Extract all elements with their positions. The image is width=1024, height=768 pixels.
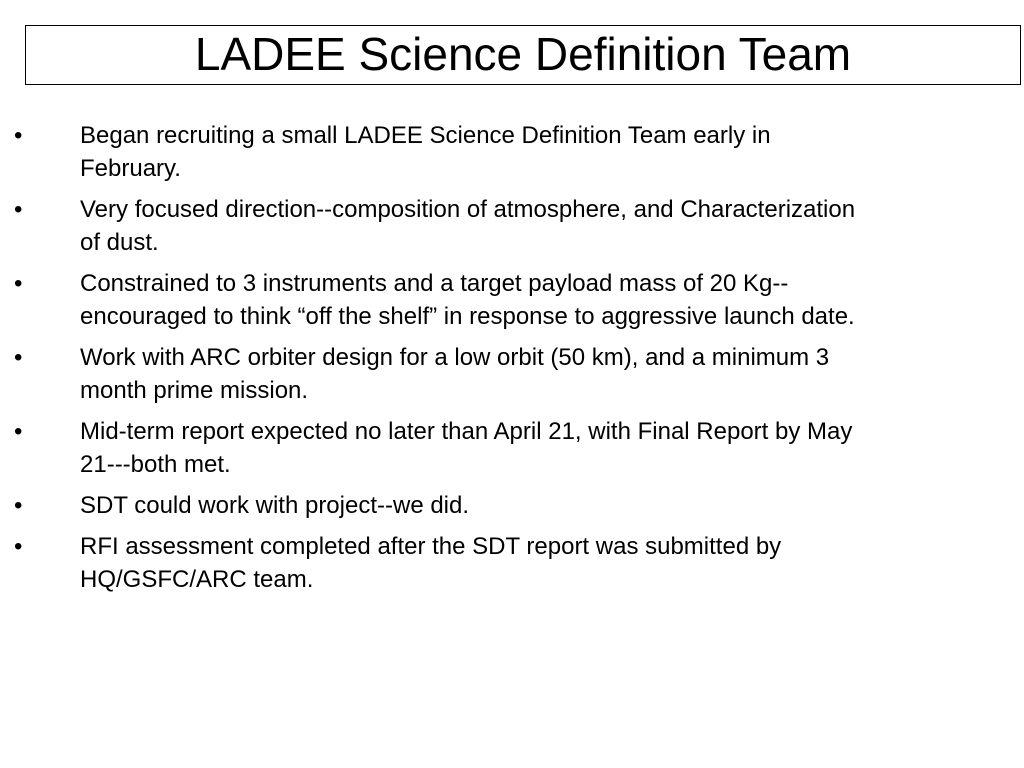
bullet-item (0, 119, 870, 185)
bullet-item (0, 530, 870, 596)
bullet-icon: • (14, 196, 23, 223)
bullet-item (0, 489, 870, 522)
bullet-icon: • (14, 270, 23, 297)
bullet-icon: • (14, 492, 23, 519)
bullet-text: RFI assessment completed after the SDT report was submitted by HQ/GSFC/ARC team. (80, 533, 782, 593)
bullet-icon: • (14, 344, 23, 371)
bullet-text: Very focused direction--composition of atmosphere, and Characterization of dust. (80, 196, 856, 256)
bullet-item (0, 415, 870, 481)
title-box (25, 25, 1021, 85)
bullet-text: Work with ARC orbiter design for a low orbit (50 km), and a minimum 3 month prime mission. (80, 344, 830, 404)
bullet-item (0, 341, 870, 407)
bullet-icon: • (14, 533, 23, 560)
bullet-icon: • (14, 122, 23, 149)
bullet-text: Began recruiting a small LADEE Science Definition Team early in February. (80, 122, 771, 182)
bullet-text: Constrained to 3 instruments and a target payload mass of 20 Kg--encouraged to think “off the shelf” in response to aggressive launch date. (80, 270, 855, 330)
bullet-list (0, 119, 900, 604)
bullet-text: Mid-term report expected no later than April 21, with Final Report by May 21---both met. (80, 418, 853, 478)
bullet-item (0, 267, 870, 333)
bullet-text: SDT could work with project--we did. (80, 492, 470, 519)
bullet-item (0, 193, 870, 259)
bullet-icon: • (14, 418, 23, 445)
slide-title: LADEE Science Definition Team (194, 28, 852, 80)
